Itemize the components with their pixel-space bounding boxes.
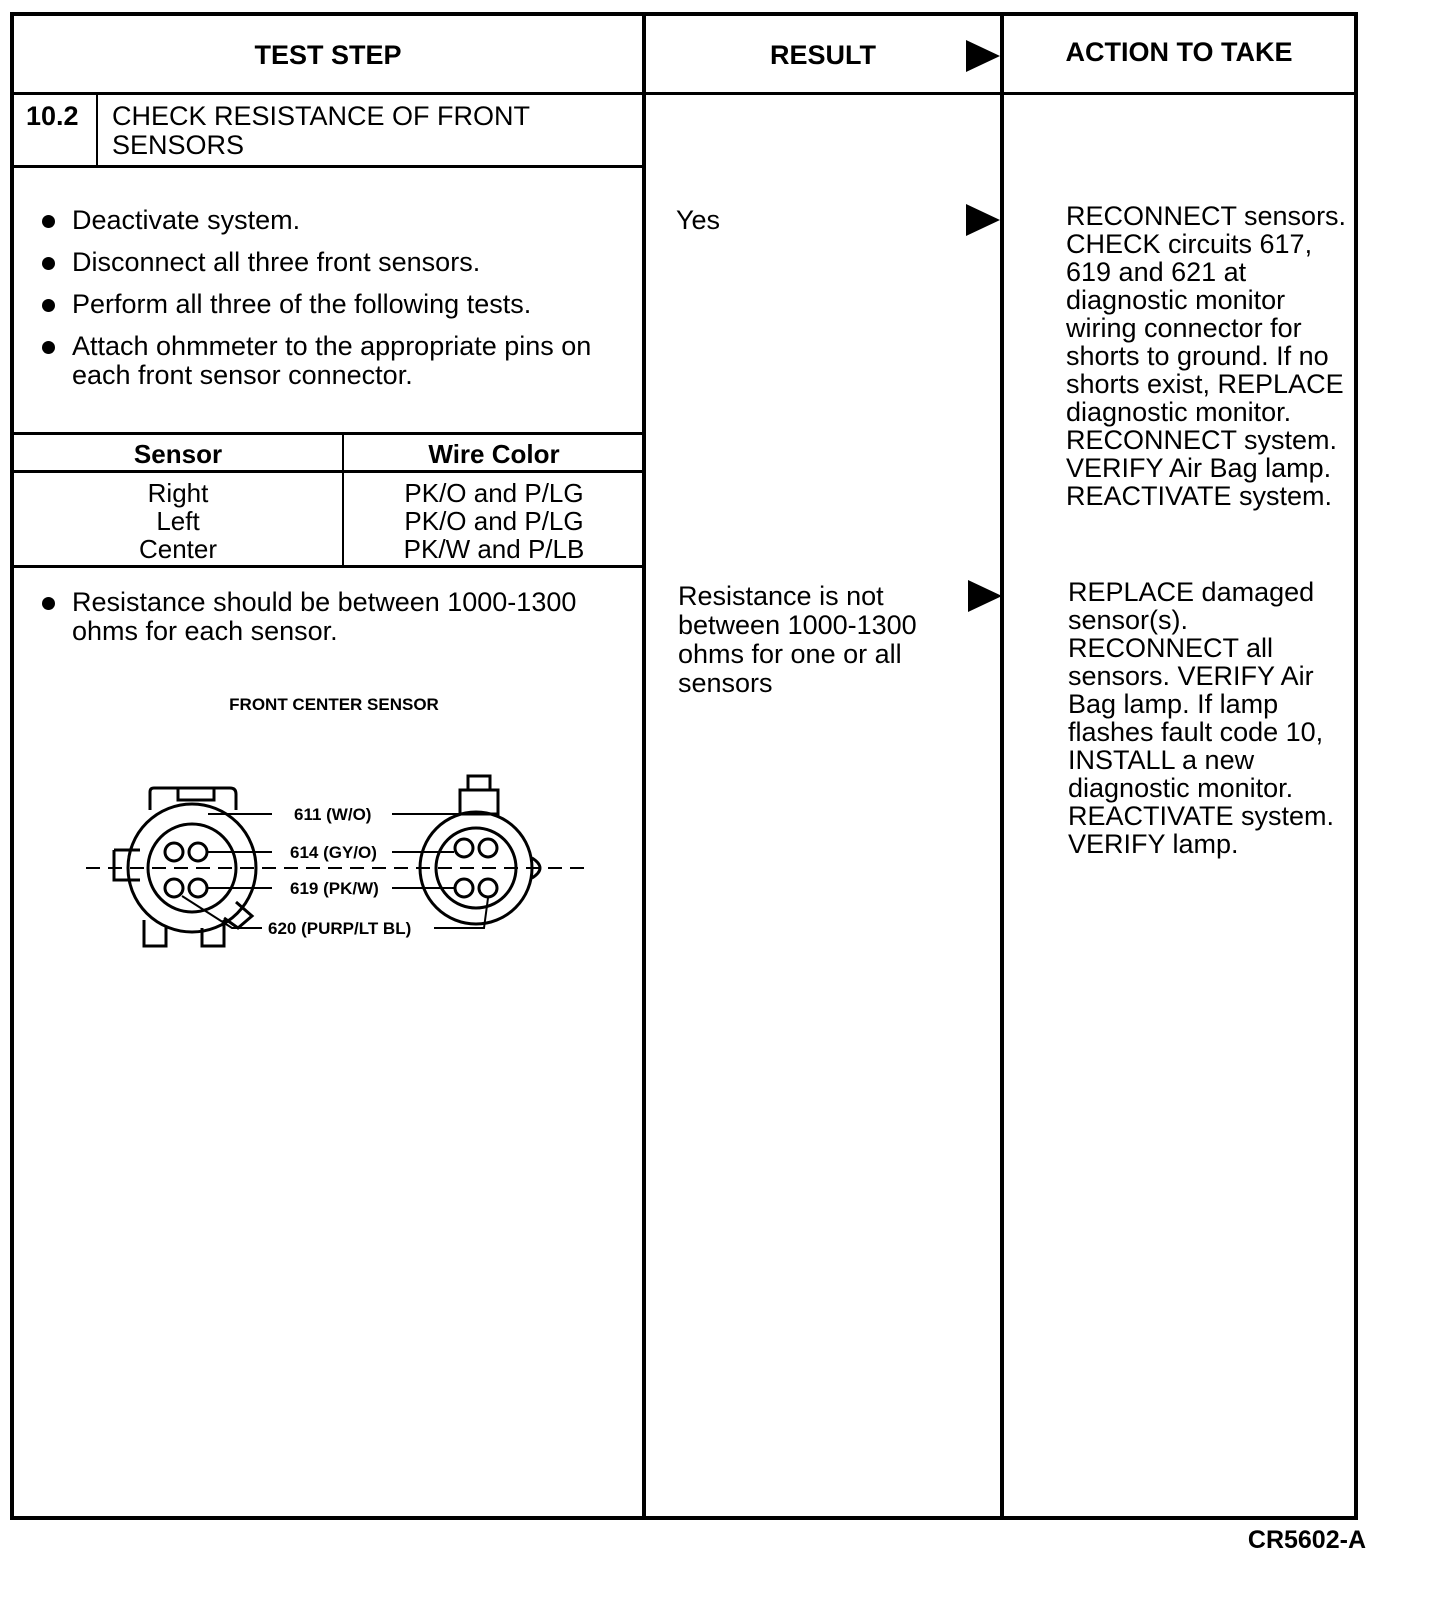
instruction-item: Attach ohmmeter to the appropriate pins on each front sensor connector.: [40, 332, 620, 390]
instruction-item: Deactivate system.: [40, 206, 620, 235]
front-center-sensor-diagram: [14, 680, 642, 980]
wire-color: PK/O and P/LG: [404, 506, 584, 536]
result-yes: Yes: [676, 205, 721, 235]
step-number: 10.2: [26, 101, 79, 131]
header-result: RESULT: [770, 40, 876, 70]
result-no: Resistance is not between 1000-1300 ohms for one or all sensors: [678, 581, 917, 698]
instruction-item: Perform all three of the following tests.: [40, 290, 620, 319]
result-arrow-icon: [968, 580, 1002, 612]
instruction-item: Resistance should be between 1000-1300 ohms for each sensor.: [40, 588, 620, 646]
header-action: ACTION TO TAKE: [1065, 37, 1293, 67]
bullet-icon: [42, 257, 55, 270]
instruction-list: [40, 206, 620, 403]
bullet-icon: [42, 299, 55, 312]
sensor-connector-right: [420, 776, 540, 924]
sensor-table-header-sensor: Sensor: [133, 439, 223, 469]
action-yes: RECONNECT sensors. CHECK circuits 617, 619 and 621 at diagnostic monitor wiring connector for shorts to ground. If no shorts exist, REPLACE diagnostic monitor. RECONNECT system. VERIFY Air Bag lamp. REACTIVATE system.: [1066, 201, 1347, 511]
pin-label-620: 620 (PURP/LT BL): [268, 919, 412, 938]
wire-color: PK/W and P/LB: [403, 534, 585, 564]
pin-label-619: 619 (PK/W): [290, 879, 379, 898]
header-arrow-icon: [966, 40, 1000, 72]
action-no: REPLACE damaged sensor(s). RECONNECT all sensors. VERIFY Air Bag lamp. If lamp flashes fault code 10, INSTALL a new diagnostic monitor. REACTIVATE system. VERIFY lamp.: [1068, 577, 1335, 859]
sensor-name: Left: [156, 506, 200, 536]
instruction-item: Disconnect all three front sensors.: [40, 248, 620, 277]
bullet-icon: [42, 597, 55, 610]
sensor-name: Center: [138, 534, 218, 564]
bullet-icon: [42, 341, 55, 354]
figure-code: CR5602-A: [1247, 1526, 1366, 1554]
bullet-icon: [42, 215, 55, 228]
wire-color: PK/O and P/LG: [404, 478, 584, 508]
resistance-note: [40, 588, 620, 659]
sensor-table-header-wire-color: Wire Color: [428, 439, 560, 469]
step-title: CHECK RESISTANCE OF FRONT SENSORS: [112, 101, 530, 160]
sensor-name: Right: [147, 478, 209, 508]
header-test-step: TEST STEP: [254, 40, 402, 70]
pin-label-611: 611 (W/O): [294, 805, 372, 824]
diagram-title: FRONT CENTER SENSOR: [229, 695, 439, 714]
result-arrow-icon: [966, 204, 1000, 236]
pin-label-614: 614 (GY/O): [290, 843, 377, 862]
